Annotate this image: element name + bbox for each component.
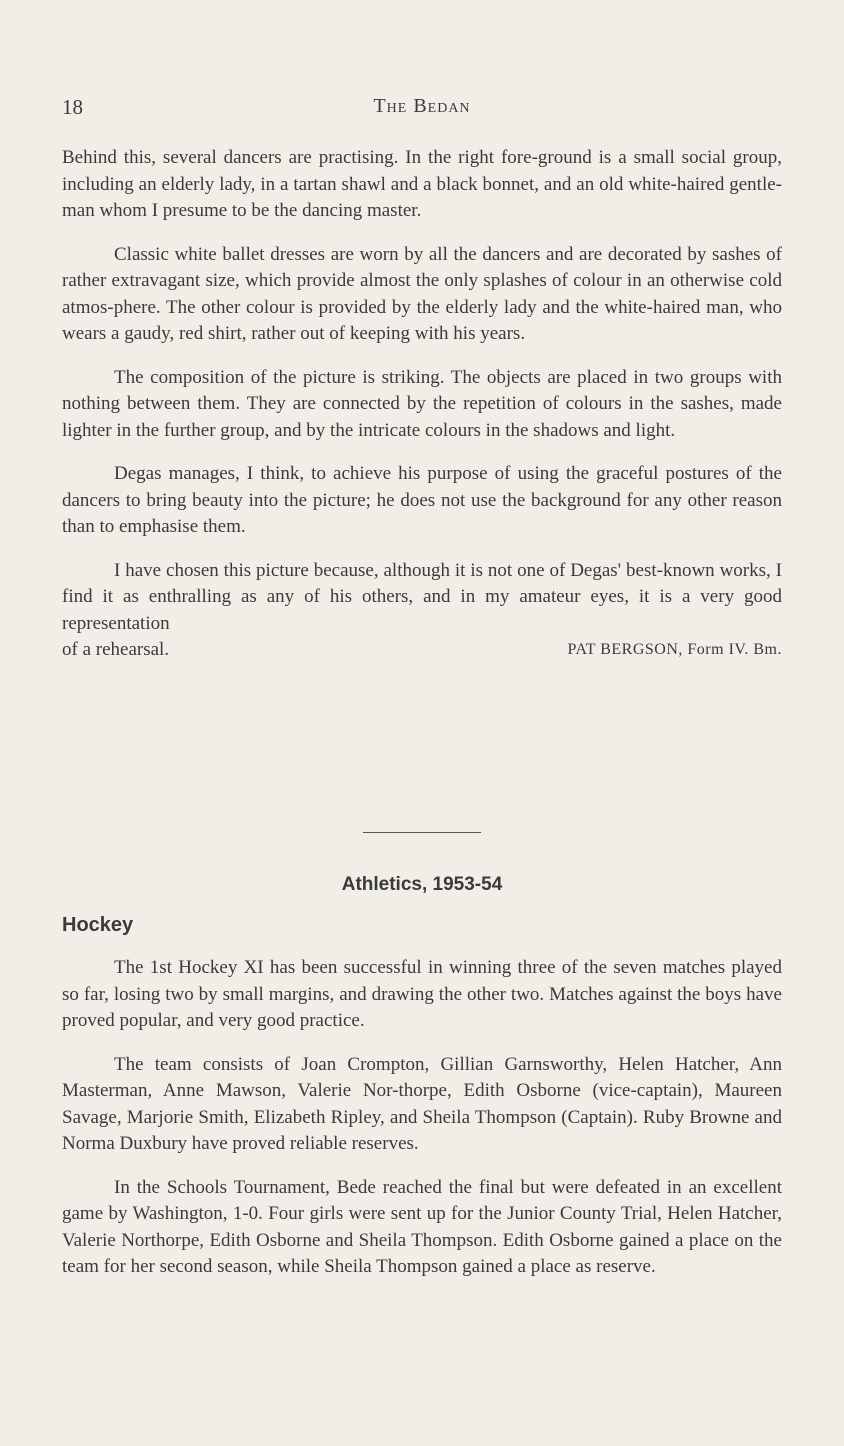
sub-heading: Hockey	[62, 914, 134, 936]
author-signature: PAT BERGSON, Form IV. Bm.	[567, 641, 782, 658]
paragraph: Behind this, several dancers are practising. In the right fore-ground is a small social group, including an elderly lady, in a tartan shawl and a black bonnet, and an old white-haired gentle-man whom I presume to be the dancing master.	[62, 147, 782, 221]
page-number: 18	[62, 95, 83, 119]
final-line: of a rehearsal.	[62, 639, 170, 660]
paragraph: In the Schools Tournament, Bede reached the final but were defeated in an excellent game by Washington, 1-0. Four girls were sent up for the Junior County Trial, Helen Hatcher, Valerie Northorpe, Edith Osborne and Sheila Thompson. Edith Osborne gained a place on the team for her second season, while Sheila Thompson gained a place as reserve.	[62, 1176, 782, 1277]
paragraph: Classic white ballet dresses are worn by all the dancers and are decorated by sashes of rather extravagant size, which provide almost the only splashes of colour in an otherwise cold atmos-phere. The other colour is provided by the elderly lady and the white-haired man, who wears a gaudy, red shirt, rather out of keeping with his years.	[62, 243, 782, 344]
article-degas-review	[62, 145, 782, 664]
paragraph: I have chosen this picture because, although it is not one of Degas' best-known works, I find it as enthralling as any of his others, and in my amateur eyes, it is a very good representation	[62, 559, 782, 634]
article-hockey	[62, 955, 782, 1298]
page-header	[62, 95, 782, 125]
paragraph: The 1st Hockey XI has been successful in winning three of the seven matches played so far, losing two by small margins, and drawing the other two. Matches against the boys have proved popular, and very good practice.	[62, 957, 782, 1031]
paragraph: Degas manages, I think, to achieve his purpose of using the graceful postures of the dancers to bring beauty into the picture; he does not use the background for any other reason than to emphasise them.	[62, 463, 782, 537]
paragraph: The team consists of Joan Crompton, Gillian Garnsworthy, Helen Hatcher, Ann Masterman, Anne Mawson, Valerie Nor-thorpe, Edith Osborne (vice-captain), Maureen Savage, Marjorie Smith, Elizabeth Ripley, and Sheila Thompson (Captain). Ruby Browne and Norma Duxbury have proved reliable reserves.	[62, 1053, 782, 1154]
signoff-line	[62, 637, 782, 664]
section-heading: Athletics, 1953-54	[341, 874, 503, 895]
running-title: The Bedan	[373, 95, 471, 117]
section-divider	[363, 832, 481, 833]
paragraph: The composition of the picture is striking. The objects are placed in two groups with nothing between them. They are connected by the repetition of colours in the sashes, made lighter in the further group, and by the intricate colours in the shadows and light.	[62, 366, 782, 441]
